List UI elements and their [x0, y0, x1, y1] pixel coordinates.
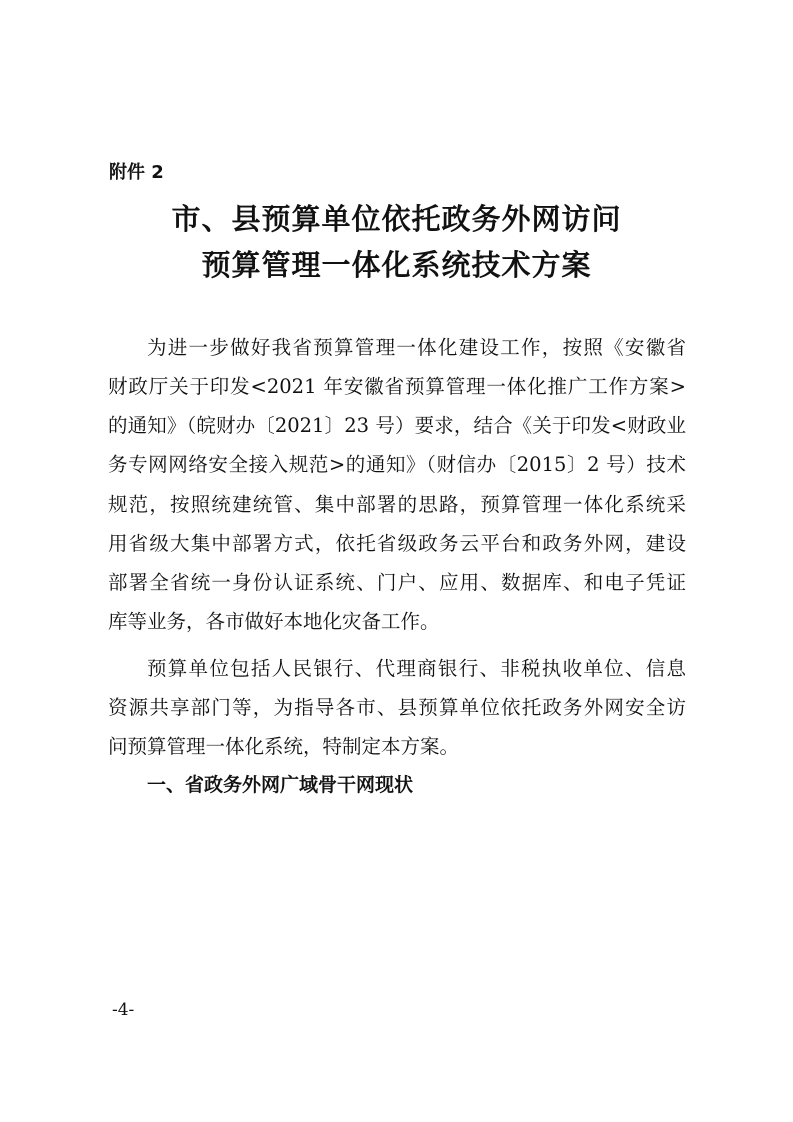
- paragraph-1-line: 库等业务，各市做好本地化灾备工作。: [108, 610, 440, 633]
- paragraph-1-line: 部署全省统一身份认证系统、门户、应用、数据库、和电子凭证: [108, 571, 686, 594]
- page-number: -4-: [112, 1000, 135, 1020]
- paragraph-1-line: 规范，按照统建统管、集中部署的思路，预算管理一体化系统采: [108, 493, 686, 516]
- paragraph-1-line: 务专网网络安全接入规范>的通知》（财信办〔2015〕2 号）技术: [108, 453, 686, 476]
- paragraph-1-line: 的通知》（皖财办〔2021〕23 号）要求，结合《关于印发<财政业: [108, 414, 686, 437]
- paragraph-2-line: 预算单位包括人民银行、代理商银行、非税执收单位、信息: [147, 657, 686, 680]
- document-title-line-1: 市、县预算单位依托政务外网访问: [171, 202, 622, 236]
- paragraph-1-line: 为进一步做好我省预算管理一体化建设工作，按照《安徽省: [147, 336, 686, 359]
- document-title-line-2: 预算管理一体化系统技术方案: [201, 248, 592, 282]
- paragraph-2-line: 资源共享部门等，为指导各市、县预算单位依托政务外网安全访: [108, 696, 686, 719]
- paragraph-2-line: 问预算管理一体化系统，特制定本方案。: [108, 735, 460, 758]
- paragraph-1-line: 财政厅关于印发<2021 年安徽省预算管理一体化推广工作方案>: [108, 375, 686, 398]
- paragraph-1-line: 用省级大集中部署方式，依托省级政务云平台和政务外网，建设: [108, 532, 686, 555]
- attachment-label: 附件 2: [109, 162, 164, 183]
- section-heading: 一、省政务外网广域骨干网现状: [147, 774, 414, 796]
